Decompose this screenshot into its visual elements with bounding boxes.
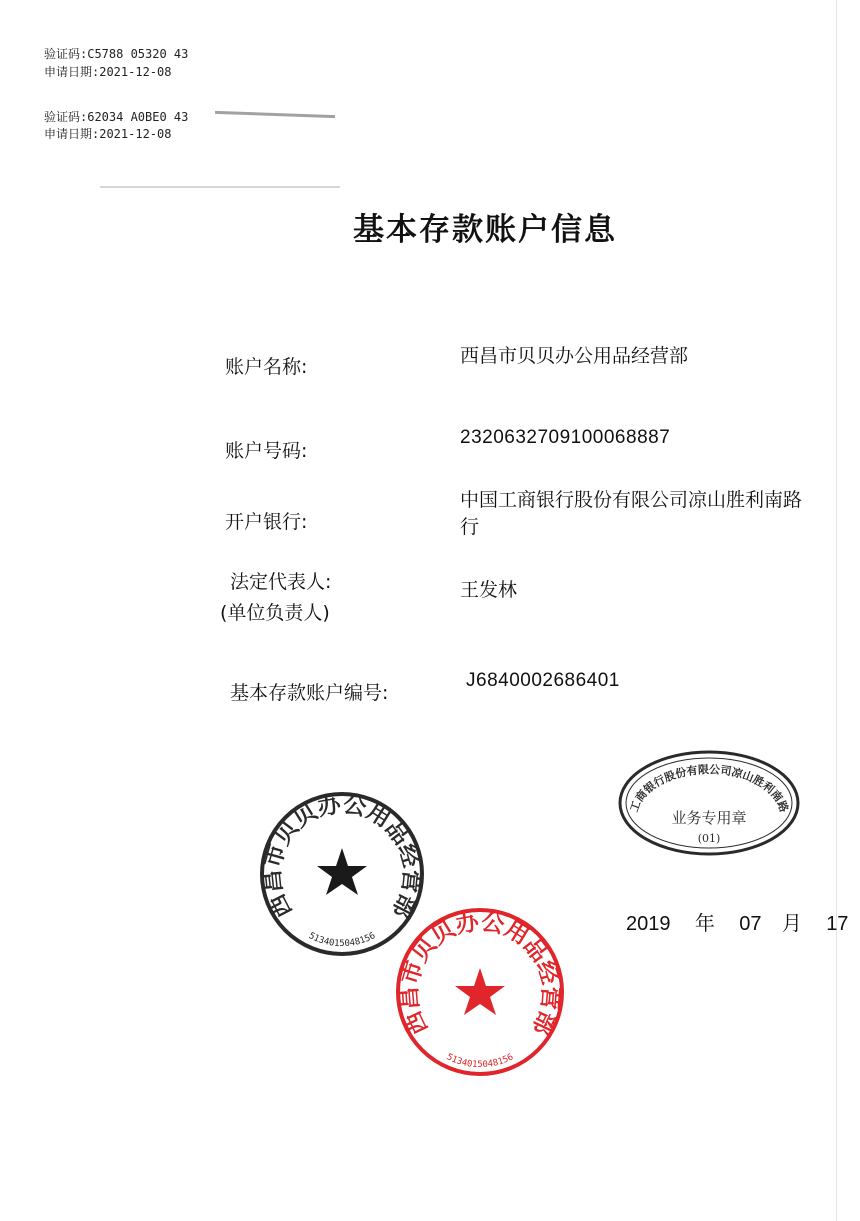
date-month-unit: 月 <box>781 911 802 935</box>
bank-business-seal <box>610 738 802 858</box>
legal-rep-label: 法定代表人: <box>230 571 332 593</box>
svg-text:5134015048156 <box>307 931 377 949</box>
date-day: 17 <box>826 913 849 935</box>
verification-code-2: 验证码:62034 A0BE0 43 <box>44 110 189 124</box>
account-name-label: 账户名称: <box>225 356 308 378</box>
application-date-2: 申请日期:2021-12-08 <box>44 127 172 141</box>
account-number-value: 2320632709100068887 <box>460 427 671 448</box>
application-date-1: 申请日期:2021-12-08 <box>44 65 172 79</box>
star-icon <box>455 968 505 1015</box>
basic-account-number-label: 基本存款账户编号: <box>230 682 389 704</box>
verification-code-1: 验证码:C5788 05320 43 <box>44 47 189 61</box>
company-seal-red <box>394 906 566 1078</box>
legal-rep-value: 王发林 <box>460 579 518 601</box>
bank-seal-arc-text: 中国工商银行股份有限公司凉山胜利南路支行 <box>610 738 791 814</box>
account-number-label: 账户号码: <box>225 440 308 462</box>
scan-artifact-line <box>215 111 335 118</box>
bank-value-line1: 中国工商银行股份有限公司凉山胜利南路 <box>460 489 803 511</box>
scan-artifact-line <box>100 186 340 188</box>
issue-date <box>626 907 848 936</box>
account-name-value: 西昌市贝贝办公用品经营部 <box>460 345 689 367</box>
bank-value-line2: 行 <box>460 516 480 538</box>
date-year: 2019 <box>626 913 671 935</box>
basic-account-number-value: J6840002686401 <box>466 670 620 691</box>
scan-artifact-line <box>836 0 837 1221</box>
date-month: 07 <box>739 913 762 935</box>
bank-seal-center-text: 业务专用章 <box>671 809 747 827</box>
black-seal-code: 5134015048156 <box>306 931 378 950</box>
bank-seal-number: (01) <box>697 832 721 845</box>
bank-label: 开户银行: <box>225 511 308 533</box>
red-seal-arc-text: 西昌市贝贝办公用品经营部 <box>395 908 565 1040</box>
page-title: 基本存款账户信息 <box>353 212 617 248</box>
red-seal-code: 5134015048156 <box>444 1052 516 1071</box>
star-icon <box>317 848 367 895</box>
svg-text:5134015048156 <box>445 1052 515 1070</box>
black-seal-arc-text: 西昌市贝贝办公用品经营部 <box>258 790 426 923</box>
legal-rep-sublabel: (单位负责人) <box>220 602 330 624</box>
date-year-unit: 年 <box>694 911 715 935</box>
svg-text:中国工商银行股份有限公司凉山胜利南路支行 <box>611 737 792 814</box>
